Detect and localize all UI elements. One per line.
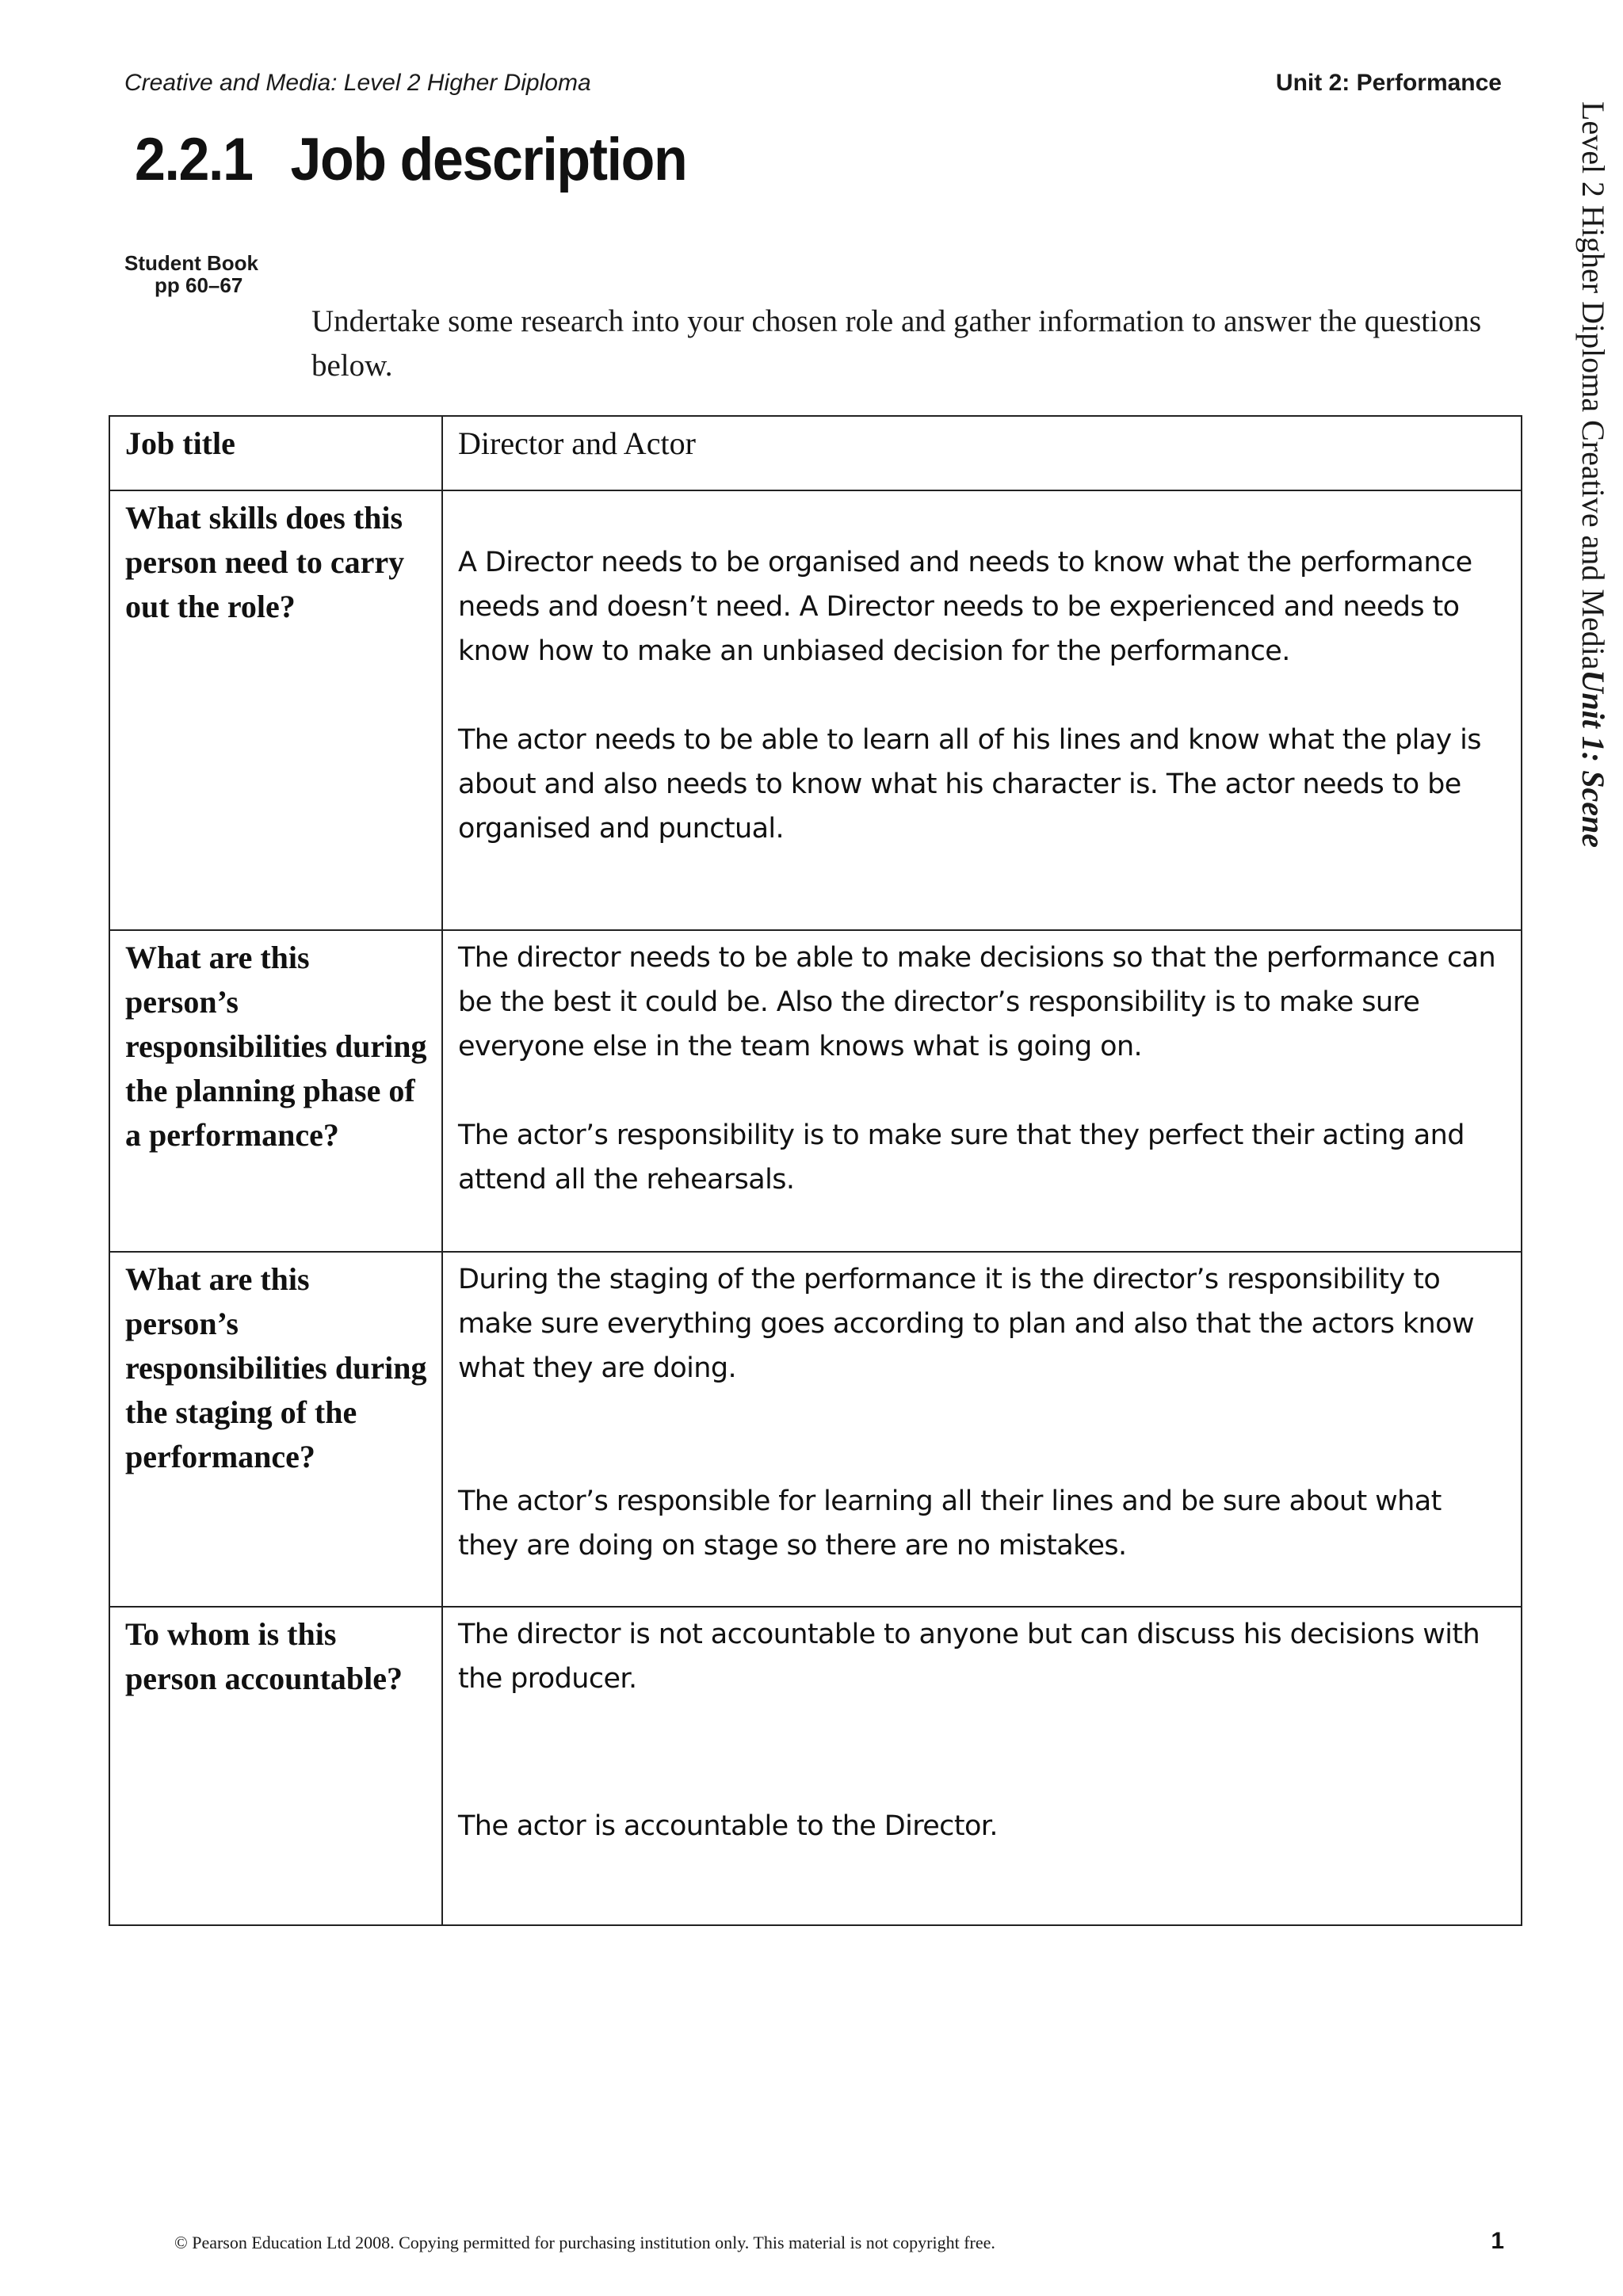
section-number: 2.2.1 <box>135 126 253 193</box>
answer-text: The director needs to be able to make decisions so that the performance can be the best it could be. Also the director’s responsibility is to make sure everyone else in the team knows what is going on. <box>458 942 1496 1062</box>
answer-text: During the staging of the performance it is the director’s responsibility to make sure everything goes according to plan and also that the actors know what they are doing. <box>458 1264 1474 1384</box>
header-right: Unit 2: Performance <box>1275 70 1502 96</box>
answer-text: The actor needs to be able to learn all of his lines and know what the play is about and also needs to know what his character is. The actor needs to be organised and punctual. <box>458 724 1481 845</box>
student-book-pages: pp 60–67 <box>155 273 243 297</box>
question-cell: To whom is this person accountable? <box>109 1607 442 1925</box>
answer-cell <box>442 930 1522 1252</box>
table-row <box>109 1252 1522 1607</box>
table-row <box>109 416 1522 490</box>
question-cell: What are this person’s responsibilities during the planning phase of a performance? <box>109 930 442 1252</box>
answer-text: The actor’s responsibility is to make sure that they perfect their acting and attend all the rehearsals. <box>458 1119 1465 1196</box>
question-cell: Job title <box>109 416 442 490</box>
intro-text: Undertake some research into your chosen role and gather information to answer the questions below. <box>311 304 1482 383</box>
page-title <box>135 125 686 194</box>
header-left: Creative and Media: Level 2 Higher Diploma <box>124 70 591 96</box>
answer-text: The director is not accountable to anyone but can discuss his decisions with the producer. <box>458 1619 1480 1695</box>
answer-text: The actor is accountable to the Director. <box>458 1810 998 1842</box>
student-book-label: Student Book <box>124 251 258 275</box>
answer-cell <box>442 416 1522 490</box>
page-number: 1 <box>1491 2228 1504 2254</box>
answer-text: Director and Actor <box>458 425 696 461</box>
question-cell: What skills does this person need to carry out the role? <box>109 490 442 930</box>
section-title: Job description <box>290 126 687 193</box>
side-running-title <box>1569 101 1617 894</box>
answer-text: A Director needs to be organised and needs to know what the performance needs and doesn’t need. A Director needs to be experienced and needs to know how to make an unbiased decision for the performance. <box>458 547 1472 667</box>
side-title-italic: Unit 1: Scene <box>1575 669 1611 848</box>
side-title-plain: Level 2 Higher Diploma Creative and Media <box>1575 101 1611 670</box>
job-description-table <box>109 415 1522 1926</box>
answer-cell <box>442 490 1522 930</box>
answer-cell <box>442 1252 1522 1607</box>
answer-cell <box>442 1607 1522 1925</box>
answer-text: The actor’s responsible for learning all their lines and be sure about what they are doing on stage so there are no mistakes. <box>458 1486 1442 1562</box>
question-cell: What are this person’s responsibilities during the staging of the performance? <box>109 1252 442 1607</box>
copyright-footer: © Pearson Education Ltd 2008. Copying permitted for purchasing institution only. This material is not copyright free. <box>174 2233 995 2252</box>
table-row <box>109 930 1522 1252</box>
table-row <box>109 1607 1522 1925</box>
table-row <box>109 490 1522 930</box>
student-book-reference <box>124 252 267 296</box>
